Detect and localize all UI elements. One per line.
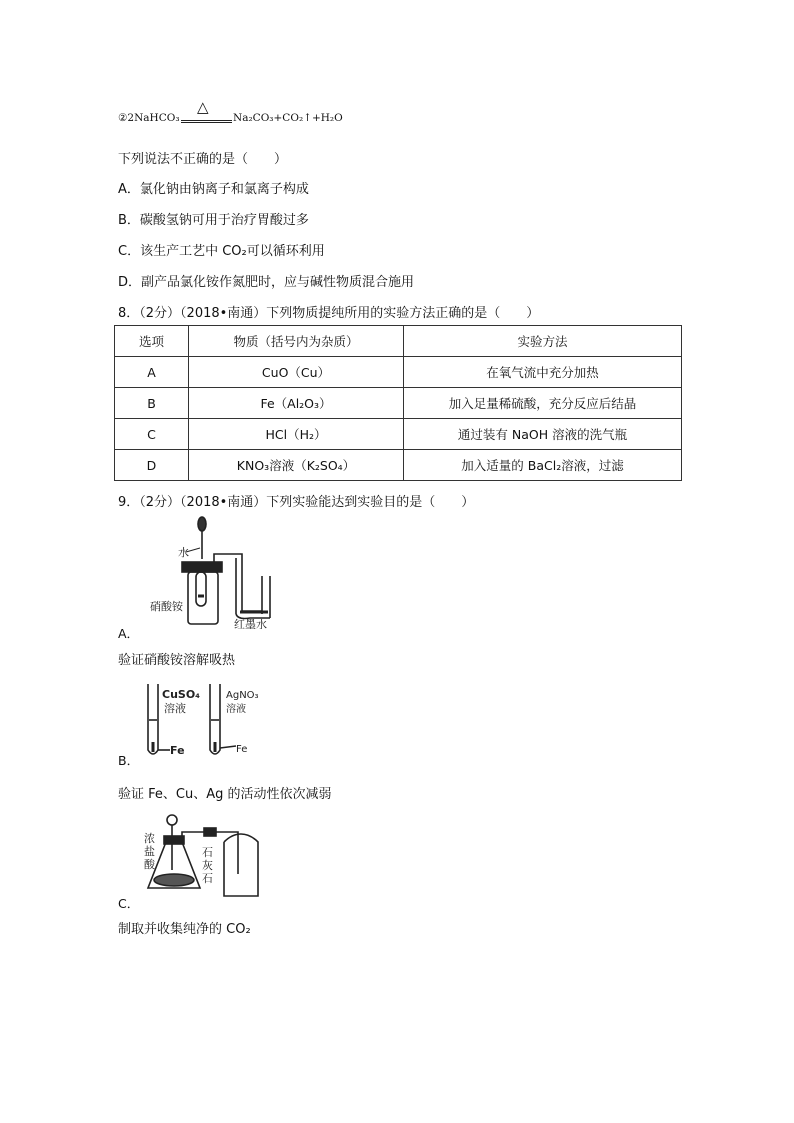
question-9-option-a-letter: A． (118, 626, 140, 641)
purification-table (114, 325, 682, 481)
table-header-row (115, 326, 682, 357)
figure-label: 灰 (202, 859, 213, 872)
equation-reactant: ②2NaHCO₃ (118, 112, 180, 124)
question-9-option-b-caption: 验证 Fe、Cu、Ag 的活动性依次减弱 (118, 787, 332, 802)
figure-label: Fe (170, 744, 185, 757)
heating-condition-symbol: △ (197, 98, 209, 116)
figure-label: 酸 (144, 858, 155, 871)
question-7-prompt: 下列说法不正确的是（ ） (118, 152, 288, 167)
table-row (115, 357, 682, 388)
table-cell: 加入适量的 BaCl₂溶液，过滤 (404, 450, 682, 481)
table-row (115, 450, 682, 481)
figure-label: 硝酸铵 (150, 600, 183, 613)
figure-b-apparatus (140, 680, 280, 760)
table-row (115, 419, 682, 450)
question-9-option-c-letter: C． (118, 896, 140, 911)
question-7-option-b: B．碳酸氢钠可用于治疗胃酸过多 (118, 213, 309, 228)
table-cell: C (115, 419, 189, 450)
figure-label: 溶液 (164, 702, 186, 715)
table-cell: 通过装有 NaOH 溶液的洗气瓶 (404, 419, 682, 450)
table-cell: HCl（H₂） (189, 419, 404, 450)
equation-double-bar (181, 120, 232, 123)
table-cell: D (115, 450, 189, 481)
table-row (115, 388, 682, 419)
table-cell: Fe（Al₂O₃） (189, 388, 404, 419)
figure-label: 溶液 (226, 704, 246, 715)
table-cell: B (115, 388, 189, 419)
question-9-option-b-letter: B． (118, 753, 140, 768)
question-7-option-d: D．副产品氯化铵作氮肥时，应与碱性物质混合施用 (118, 275, 415, 290)
table-cell: 加入足量稀硫酸，充分反应后结晶 (404, 388, 682, 419)
figure-label: 石 (202, 846, 213, 859)
question-9-option-c-caption: 制取并收集纯净的 CO₂ (118, 922, 251, 937)
table-cell: CuO（Cu） (189, 357, 404, 388)
question-7-option-a: A．氯化钠由钠离子和氯离子构成 (118, 182, 309, 197)
figure-label: Fe (236, 744, 248, 755)
figure-label: AgNO₃ (226, 690, 259, 701)
table-cell: 在氧气流中充分加热 (404, 357, 682, 388)
question-9-stem: 9．（2分）（2018•南通）下列实验能达到实验目的是（ ） (118, 495, 475, 510)
table-header: 选项 (115, 326, 189, 357)
figure-label: 盐 (144, 845, 155, 858)
question-7-option-c: C．该生产工艺中 CO₂可以循环利用 (118, 244, 325, 259)
figure-label: 石 (202, 872, 213, 885)
figure-c-apparatus (140, 812, 280, 897)
equation-products: Na₂CO₃+CO₂↑+H₂O (233, 112, 343, 124)
figure-label: 浓 (144, 832, 155, 845)
figure-a-apparatus (150, 514, 285, 629)
table-header: 实验方法 (404, 326, 682, 357)
table-cell: KNO₃溶液（K₂SO₄） (189, 450, 404, 481)
question-9-option-a-caption: 验证硝酸铵溶解吸热 (118, 653, 236, 668)
table-cell: A (115, 357, 189, 388)
figure-label: 水 (178, 546, 189, 559)
figure-label: 红墨水 (234, 618, 267, 629)
question-8-stem: 8．（2分）（2018•南通）下列物质提纯所用的实验方法正确的是（ ） (118, 306, 540, 321)
figure-label: CuSO₄ (162, 688, 200, 701)
table-header: 物质（括号内为杂质） (189, 326, 404, 357)
